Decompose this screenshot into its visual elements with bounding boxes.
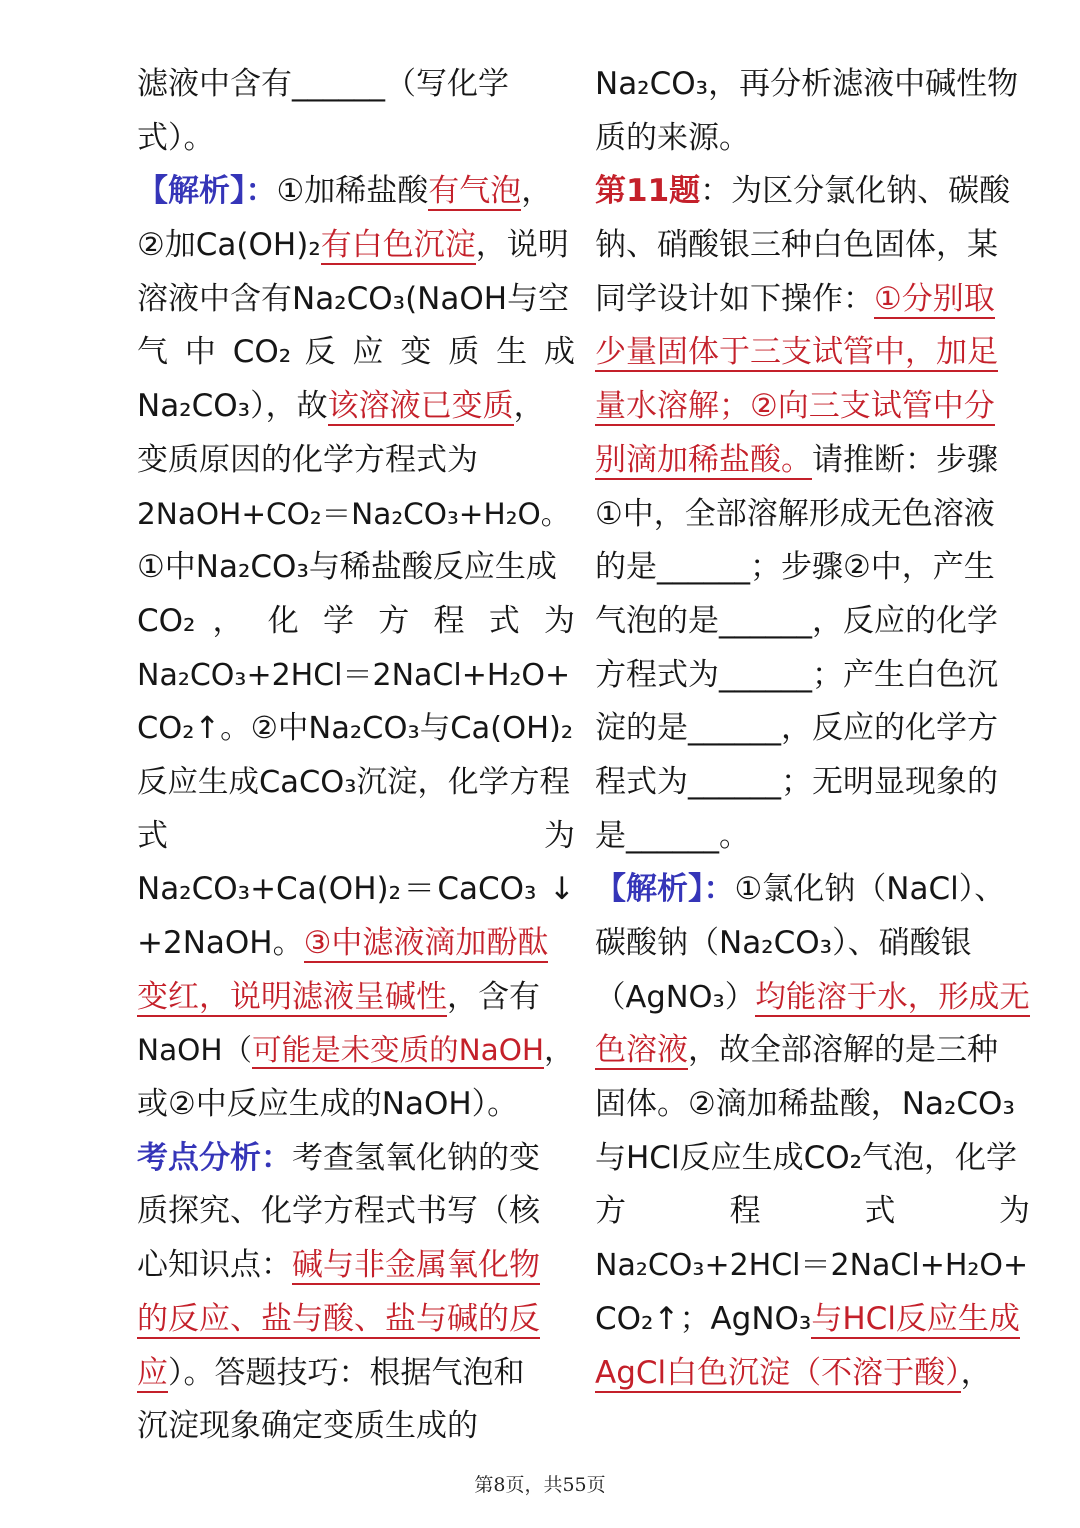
text-line <box>595 810 1030 864</box>
text-run: 心知识点： <box>137 1247 292 1284</box>
highlighted-text: 与HCl反应生成 <box>811 1300 1020 1337</box>
highlighted-text: 可能是未变质的NaOH <box>252 1033 545 1068</box>
text-run: 请推断：步骤 <box>812 441 998 478</box>
text-line <box>595 165 1030 219</box>
text-run: 考查氢氧化钠的变 <box>292 1139 540 1176</box>
text-run: 式 为 <box>137 817 575 854</box>
text-line <box>137 1132 575 1186</box>
text-line <box>595 112 1030 166</box>
text-line <box>595 649 1030 703</box>
highlighted-text: 碱与非金属氧化物 <box>292 1247 540 1284</box>
text-run: ②加Ca(OH)₂ <box>137 227 321 264</box>
highlighted-text: 应 <box>137 1354 168 1391</box>
text-run: 反应生成CaCO₃沉淀，化学方程 <box>137 764 571 800</box>
text-line <box>595 58 1030 112</box>
text-line <box>595 1078 1030 1132</box>
text-line <box>137 702 575 756</box>
text-run: 方程式为______；产生白色沉 <box>595 656 998 693</box>
text-line <box>137 595 575 649</box>
text-run: 沉淀现象确定变质生成的 <box>137 1408 478 1445</box>
text-line <box>137 112 575 166</box>
text-run: 方 程 式 为 <box>595 1193 1030 1230</box>
text-run: Na₂CO₃，再分析滤液中碱性物 <box>595 66 1019 102</box>
text-line <box>595 541 1030 595</box>
text-run: ①氯化钠（NaCl）、 <box>734 871 1006 908</box>
highlighted-text: 别滴加稀盐酸。 <box>595 441 812 478</box>
text-line <box>137 1347 575 1401</box>
text-line <box>595 971 1030 1025</box>
text-line <box>137 58 575 112</box>
highlighted-text: ③中滤液滴加酚酞 <box>303 925 549 961</box>
text-run: ，故全部溶解的是三种 <box>688 1032 998 1069</box>
text-line <box>595 1293 1030 1347</box>
highlighted-text: 该溶液已变质 <box>327 388 514 425</box>
analysis-label: 【解析】： <box>137 173 277 210</box>
text-line <box>137 219 575 273</box>
text-line <box>137 326 575 380</box>
text-line <box>595 1239 1030 1293</box>
question-number: 第11题 <box>595 173 701 210</box>
text-run: ）。答题技巧：根据气泡和 <box>168 1354 525 1391</box>
text-line <box>137 1293 575 1347</box>
text-run: Na₂CO₃+2HCl＝2NaCl+H₂O+ <box>595 1248 1029 1284</box>
text-run: Na₂CO₃），故 <box>137 388 328 425</box>
text-run: CO₂↑。②中Na₂CO₃与Ca(OH)₂ <box>137 711 574 747</box>
highlighted-text: 变红，说明滤液呈碱性 <box>137 978 447 1015</box>
highlighted-text: 均能溶于水，形成无 <box>755 979 1030 1015</box>
text-line <box>595 326 1030 380</box>
text-line <box>137 756 575 810</box>
text-run: 同学设计如下操作： <box>595 280 874 317</box>
text-run: 固体。②滴加稀盐酸，Na₂CO₃ <box>595 1086 1015 1123</box>
text-run: 质的来源。 <box>595 119 750 156</box>
text-line <box>595 702 1030 756</box>
text-line <box>595 273 1030 327</box>
text-line <box>595 1132 1030 1186</box>
highlighted-text: 有气泡 <box>428 173 522 210</box>
text-line <box>137 541 575 595</box>
analysis-label: 考点分析： <box>137 1139 292 1176</box>
text-run: 气泡的是______，反应的化学 <box>595 602 998 639</box>
text-line <box>137 863 575 917</box>
text-run: 2NaOH+CO₂＝Na₂CO₃+H₂O。 <box>137 496 571 531</box>
text-run: ，含有 <box>447 978 540 1015</box>
text-line <box>595 219 1030 273</box>
text-run: CO₂ ， 化 学 方 程 式 为 <box>137 602 575 639</box>
text-line <box>137 810 575 864</box>
text-run: NaOH（ <box>137 1033 253 1068</box>
text-run: 或②中反应生成的NaOH）。 <box>137 1086 519 1123</box>
highlighted-text: 量水溶解；②向三支试管中分 <box>595 388 995 425</box>
text-run: 滤液中含有______（写化学 <box>137 66 509 102</box>
page-number-footer: 第8页，共55页 <box>474 1474 606 1496</box>
text-line <box>595 1185 1030 1239</box>
text-run: （AgNO₃） <box>595 979 756 1015</box>
text-line <box>137 1400 575 1454</box>
text-run: 溶液中含有Na₂CO₃(NaOH与空 <box>137 280 570 317</box>
text-line <box>137 165 575 219</box>
text-line <box>137 488 575 542</box>
text-run: ①中，全部溶解形成无色溶液 <box>595 495 995 532</box>
text-run: Na₂CO₃+2HCl＝2NaCl+H₂O+ <box>137 657 571 693</box>
text-line <box>137 380 575 434</box>
highlighted-text: ①分别取 <box>874 280 995 317</box>
text-run: 变质原因的化学方程式为 <box>137 441 478 478</box>
text-line <box>595 917 1030 971</box>
text-run: 是______。 <box>595 817 750 854</box>
text-run: 碳酸钠（Na₂CO₃）、硝酸银 <box>595 925 972 961</box>
text-line <box>595 1024 1030 1078</box>
text-run: 式）。 <box>137 119 215 156</box>
text-line <box>595 863 1030 917</box>
text-line <box>595 434 1030 488</box>
text-line <box>137 1078 575 1132</box>
text-run: 淀的是______，反应的化学方 <box>595 710 998 747</box>
analysis-label: 【解析】： <box>595 871 735 908</box>
text-run: 质探究、化学方程式书写（核 <box>137 1193 540 1230</box>
text-run: ①加稀盐酸 <box>276 173 429 210</box>
highlighted-text: 色溶液 <box>595 1032 688 1069</box>
text-line <box>595 595 1030 649</box>
text-run: ， <box>521 173 553 210</box>
text-run: ， <box>513 388 545 425</box>
right-text-column <box>595 58 1030 1400</box>
text-line <box>137 649 575 703</box>
text-run: ：为区分氯化钠、碳酸 <box>700 173 1011 210</box>
text-line <box>595 380 1030 434</box>
text-line <box>137 273 575 327</box>
text-run: ①中Na₂CO₃与稀盐酸反应生成 <box>137 549 557 586</box>
highlighted-text: 的反应、盐与酸、盐与碱的反 <box>137 1300 540 1337</box>
text-line <box>595 488 1030 542</box>
text-run: 程式为______；无明显现象的 <box>595 763 998 800</box>
highlighted-text: 少量固体于三支试管中，加足 <box>595 334 998 371</box>
text-line <box>137 1185 575 1239</box>
text-line <box>137 917 575 971</box>
text-run: CO₂↑；AgNO₃ <box>595 1300 812 1337</box>
text-run: ，说明 <box>475 227 569 264</box>
text-run: 与HCl反应生成CO₂气泡，化学 <box>595 1139 1018 1176</box>
text-line <box>137 1024 575 1078</box>
text-line <box>137 1239 575 1293</box>
text-run: 钠、硝酸银三种白色固体，某 <box>595 227 998 264</box>
text-run: 气 中 CO₂ 反 应 变 质 生 成 <box>137 334 575 371</box>
text-run: ， <box>544 1033 574 1068</box>
left-text-column <box>137 58 575 1454</box>
text-run: Na₂CO₃+Ca(OH)₂＝CaCO₃ ↓ <box>137 871 575 908</box>
text-line <box>137 434 575 488</box>
highlighted-text: 有白色沉淀 <box>320 227 476 264</box>
text-run: ， <box>960 1354 992 1391</box>
text-line <box>137 971 575 1025</box>
highlighted-text: AgCl白色沉淀（不溶于酸） <box>595 1354 961 1391</box>
text-run: +2NaOH。 <box>137 925 304 961</box>
text-run: 的是______；步骤②中，产生 <box>595 549 995 586</box>
text-line <box>595 756 1030 810</box>
text-line <box>595 1347 1030 1401</box>
